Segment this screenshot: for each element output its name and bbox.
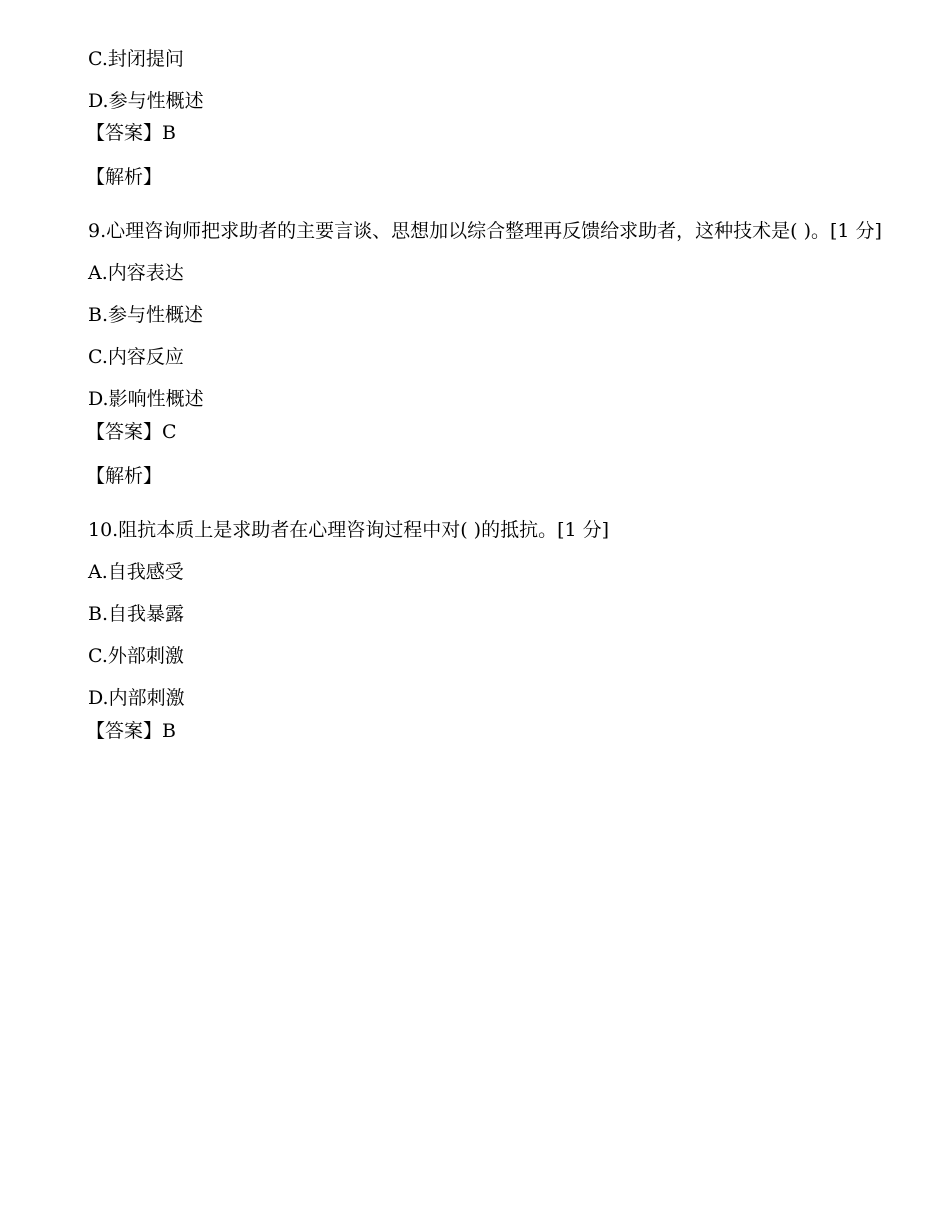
option-c: C.外部刺激 bbox=[88, 645, 184, 667]
question-10-text: 10.阻抗本质上是求助者在心理咨询过程中对( )的抵抗。[1 分] bbox=[88, 519, 610, 541]
option-d: D.参与性概述 bbox=[88, 90, 204, 112]
analysis-line: 【解析】 bbox=[86, 166, 163, 188]
option-c: C.内容反应 bbox=[88, 346, 184, 368]
answer-line: 【答案】C bbox=[86, 421, 177, 443]
option-c: C.封闭提问 bbox=[88, 48, 184, 70]
option-a: A.自我感受 bbox=[88, 561, 184, 583]
option-b: B.参与性概述 bbox=[88, 304, 204, 326]
analysis-line: 【解析】 bbox=[86, 465, 163, 487]
option-d: D.影响性概述 bbox=[88, 388, 204, 410]
answer-line: 【答案】B bbox=[86, 122, 176, 144]
option-d: D.内部刺激 bbox=[88, 687, 185, 709]
answer-line: 【答案】B bbox=[86, 720, 176, 742]
option-a: A.内容表达 bbox=[88, 262, 184, 284]
option-b: B.自我暴露 bbox=[88, 603, 185, 625]
question-9-text: 9.心理咨询师把求助者的主要言谈、思想加以综合整理再反馈给求助者，这种技术是( )。[1 分] bbox=[88, 220, 882, 242]
